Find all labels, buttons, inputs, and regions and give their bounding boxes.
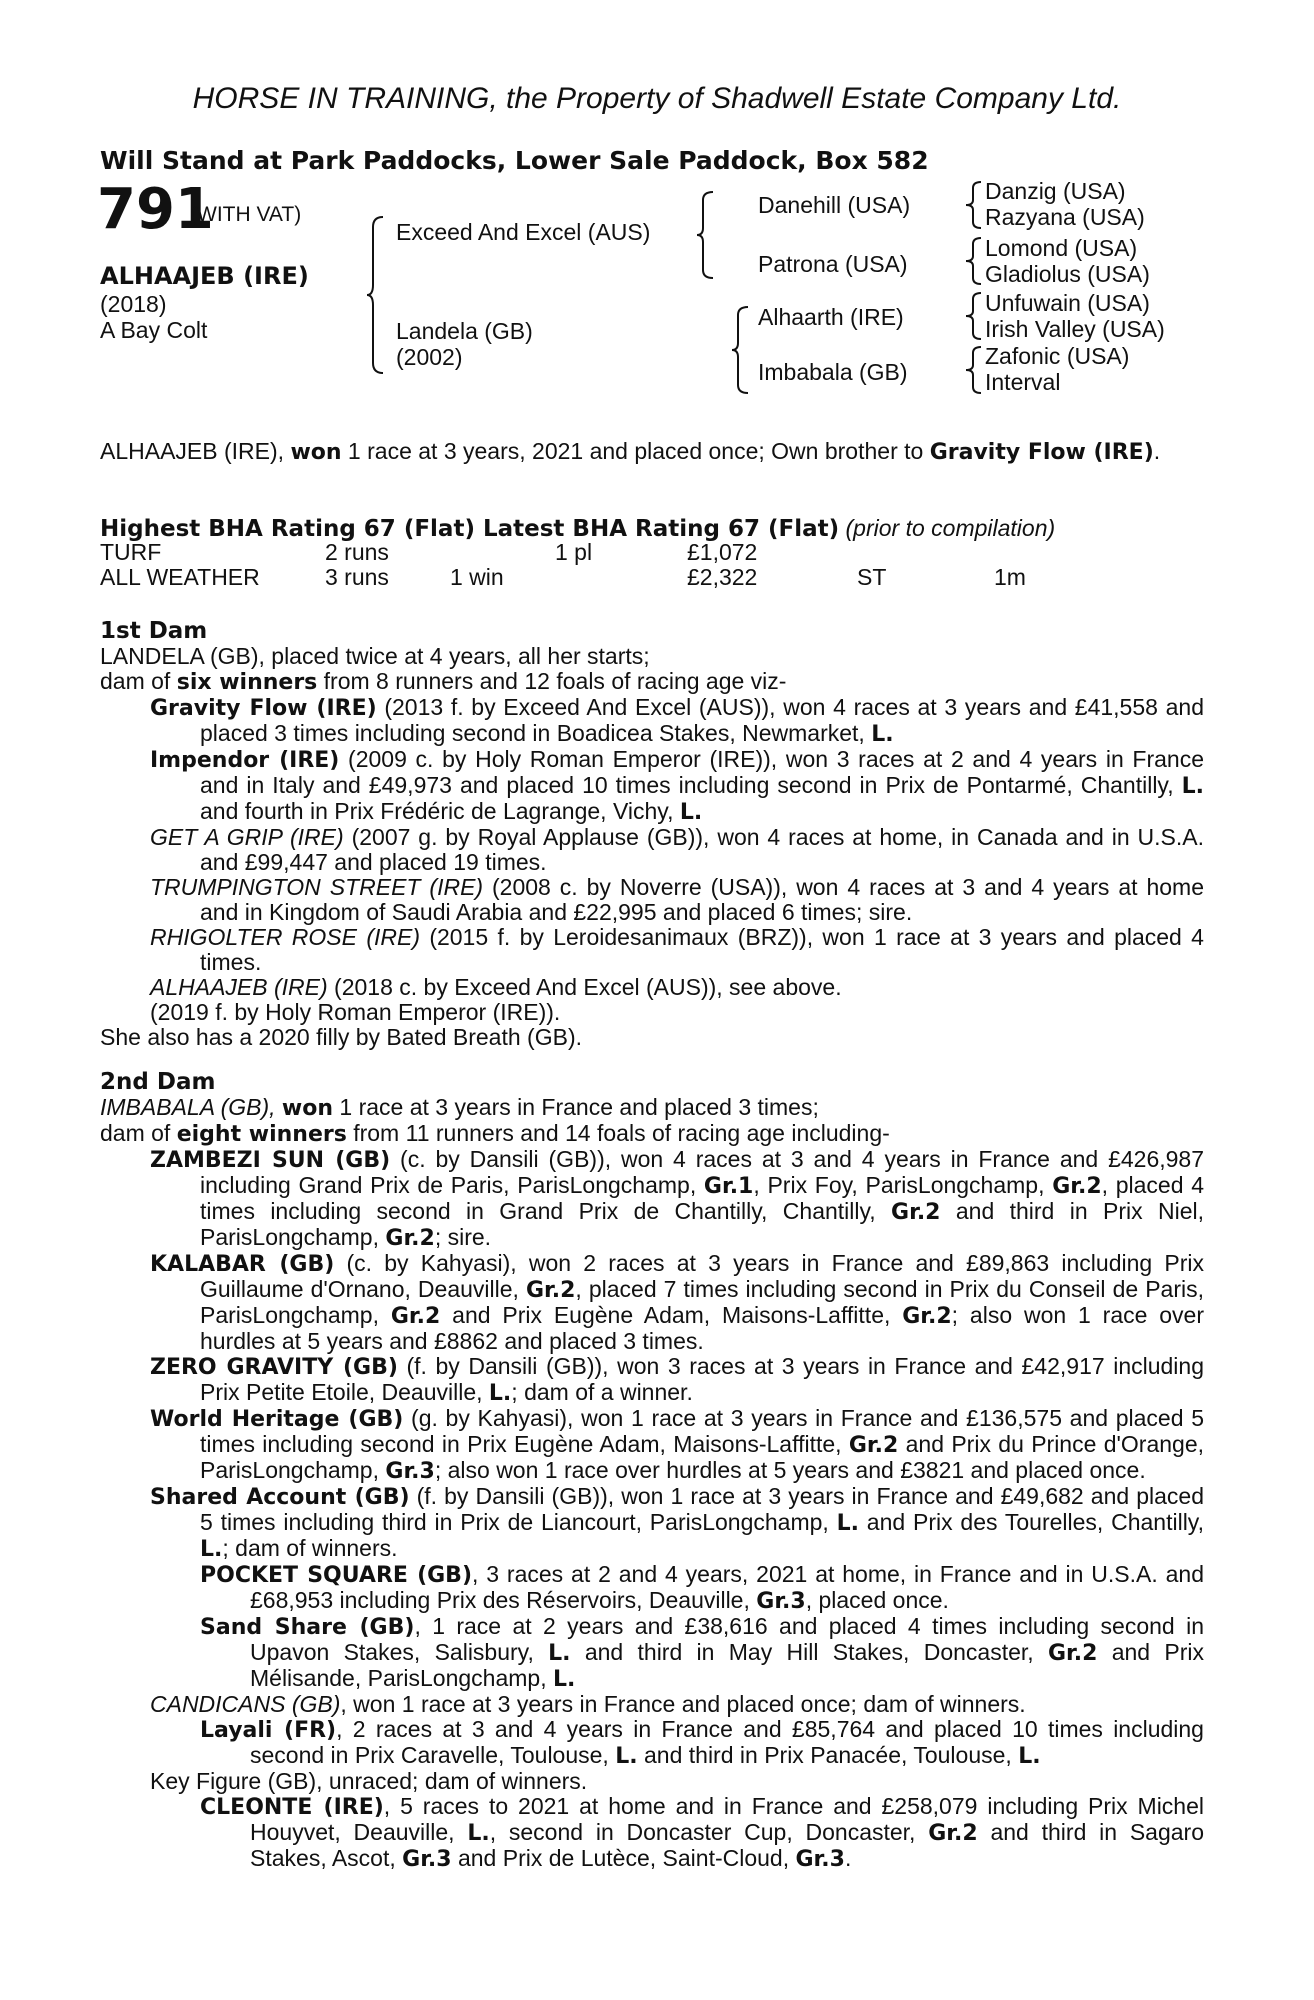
stats-distance bbox=[994, 540, 1026, 565]
grade: Gr.2 bbox=[928, 1821, 978, 1846]
produce-name: GET A GRIP (IRE) bbox=[150, 824, 344, 850]
pedigree-brace-g4 bbox=[963, 345, 983, 395]
produce-name: Sand Share (GB) bbox=[200, 1615, 415, 1640]
pedigree-g3: Lomond (USA) bbox=[985, 235, 1138, 261]
produce-pocket-square bbox=[200, 1562, 1204, 1614]
horse-name: ALHAAJEB (IRE) bbox=[100, 262, 309, 290]
horse-year: (2018) bbox=[100, 291, 167, 317]
grade: L. bbox=[615, 1744, 638, 1769]
t: , Prix Foy, ParisLongchamp, bbox=[753, 1172, 1053, 1198]
summary-won: won bbox=[290, 440, 342, 465]
produce-name: CLEONTE (IRE) bbox=[200, 1795, 384, 1820]
t: and Prix du Prince d'Orange, ParisLongchamp, bbox=[200, 1431, 1204, 1483]
first-dam-section bbox=[100, 619, 1204, 1050]
t: and Prix Mélisande, ParisLongchamp, bbox=[250, 1639, 1204, 1691]
produce-name: Shared Account (GB) bbox=[150, 1485, 410, 1510]
pedigree-dam-dam: Imbabala (GB) bbox=[758, 359, 908, 385]
produce-name: Impendor (IRE) bbox=[150, 748, 340, 773]
t: , placed 7 times including second in Prix du Conseil de Paris, ParisLongchamp, bbox=[200, 1276, 1205, 1328]
text: 1 race at 3 years in France and placed 3 times; bbox=[333, 1094, 819, 1120]
t: . bbox=[844, 1845, 852, 1871]
produce-cleonte bbox=[200, 1794, 1204, 1872]
pedigree-g5: Unfuwain (USA) bbox=[985, 290, 1150, 316]
rating-highest: Highest BHA Rating 67 (Flat) Latest BHA Rating 67 (Flat) bbox=[100, 516, 840, 542]
t: ; also won 1 race over hurdles at 5 years and £8862 and placed 3 times. bbox=[200, 1302, 1204, 1354]
t: , 2 races at 3 and 4 years in France and £85,764 and placed 10 times including second in Prix Caravelle, Toulouse, bbox=[250, 1716, 1204, 1768]
produce-text: (2018 c. by Exceed And Excel (AUS)), see above. bbox=[327, 974, 842, 1000]
stats-surface: TURF bbox=[100, 539, 162, 565]
t: and Prix de Lutèce, Saint-Cloud, bbox=[451, 1845, 796, 1871]
stats-money: £1,072 bbox=[687, 539, 758, 565]
first-dam-note: She also has a 2020 filly by Bated Breath (GB). bbox=[100, 1024, 582, 1050]
won: won bbox=[281, 1096, 334, 1121]
stats-going bbox=[857, 540, 994, 565]
t: , placed 4 times including second in Grand Prix de Chantilly, Chantilly, bbox=[200, 1172, 1205, 1224]
grade: L. bbox=[200, 1537, 223, 1562]
produce-world-heritage bbox=[150, 1406, 1204, 1484]
produce-name: ZAMBEZI SUN (GB) bbox=[150, 1148, 391, 1173]
page-header: HORSE IN TRAINING, the Property of Shadwell Estate Company Ltd. bbox=[192, 82, 1122, 115]
produce-text: (2007 g. by Royal Applause (GB)), won 4 races at home, in Canada and in U.S.A. and £99,447 and placed 19 times. bbox=[200, 824, 1205, 875]
dam-name: IMBABALA (GB), bbox=[100, 1094, 282, 1120]
t: , placed once. bbox=[805, 1587, 949, 1613]
pedigree-g4: Gladiolus (USA) bbox=[985, 261, 1150, 287]
grade: L. bbox=[488, 1381, 512, 1406]
pedigree-brace-sire bbox=[695, 190, 715, 280]
t: and third in Sagaro Stakes, Ascot, bbox=[250, 1819, 1204, 1871]
produce-get-a-grip bbox=[150, 825, 1204, 875]
produce-sand-share bbox=[200, 1614, 1204, 1692]
horse-description: A Bay Colt bbox=[100, 317, 208, 343]
stats-placed: 1 pl bbox=[555, 539, 593, 565]
stats-runs: 3 runs bbox=[325, 564, 389, 590]
second-dam-line bbox=[100, 1095, 1204, 1121]
produce-zero-gravity bbox=[150, 1354, 1204, 1406]
listed-mark: L. bbox=[871, 722, 894, 747]
summary-end: . bbox=[1153, 438, 1161, 464]
pedigree-g1: Danzig (USA) bbox=[985, 178, 1126, 204]
t: (f. by Dansili (GB)), won 3 races at 3 years in France and £42,917 including Prix Petite Etoile, Deauville, bbox=[200, 1353, 1205, 1405]
pedigree-brace-g1 bbox=[963, 180, 983, 230]
listed-mark: L. bbox=[1181, 774, 1204, 799]
pedigree-g2: Razyana (USA) bbox=[985, 204, 1145, 230]
stats-money: £2,322 bbox=[687, 564, 758, 590]
produce-gravity-flow bbox=[150, 695, 1204, 747]
produce-name: ZERO GRAVITY (GB) bbox=[150, 1355, 398, 1380]
t: (c. by Kahyasi), won 2 races at 3 years in France and £89,863 including Prix Guillaume d'Ornano, Deauville, bbox=[200, 1250, 1205, 1302]
t: , 5 races to 2021 at home and in France and £258,079 including Prix Michel Houyvet, Deauville, bbox=[250, 1793, 1205, 1845]
produce-layali bbox=[200, 1717, 1204, 1769]
produce-text: (2013 f. by Exceed And Excel (AUS)), won 4 races at 3 years and £41,558 and placed 3 times including second in Boadicea Stakes, Newmarket, bbox=[200, 694, 1204, 746]
t: ; also won 1 race over hurdles at 5 years and £3821 and placed once. bbox=[434, 1457, 1146, 1483]
produce-name: Gravity Flow (IRE) bbox=[150, 696, 377, 721]
text: from 8 runners and 12 foals of racing age viz- bbox=[317, 668, 787, 694]
first-dam-produce-line bbox=[100, 669, 1204, 695]
t: , 3 races at 2 and 4 years, 2021 at home, in France and in U.S.A. and £68,953 including Prix des Réservoirs, Deauville, bbox=[250, 1561, 1204, 1613]
t: and third in Prix Panacée, Toulouse, bbox=[637, 1742, 1019, 1768]
produce-text: and fourth in Prix Frédéric de Lagrange, Vichy, bbox=[200, 798, 680, 824]
pedigree-brace-g3 bbox=[963, 291, 983, 341]
produce-kalabar bbox=[150, 1251, 1204, 1354]
t: , 1 race at 2 years and £38,616 and placed 4 times including second in Upavon Stakes, Salisbury, bbox=[250, 1613, 1204, 1665]
pedigree-brace-g2 bbox=[963, 236, 983, 286]
produce-name: World Heritage (GB) bbox=[150, 1407, 404, 1432]
grade: Gr.3 bbox=[385, 1459, 435, 1484]
produce-name: RHIGOLTER ROSE (IRE) bbox=[150, 924, 420, 950]
grade: L. bbox=[836, 1511, 859, 1536]
pedigree-g8: Interval bbox=[985, 369, 1061, 395]
lot-number: 791 bbox=[97, 177, 214, 242]
stand-location: Will Stand at Park Paddocks, Lower Sale Paddock, Box 582 bbox=[100, 146, 929, 175]
grade: Gr.3 bbox=[795, 1847, 845, 1872]
produce-text: (2015 f. by Leroidesanimaux (BRZ)), won 1 race at 3 years and placed 4 times. bbox=[200, 924, 1204, 975]
text: dam of bbox=[100, 1120, 177, 1146]
t: (g. by Kahyasi), won 1 race at 3 years in France and £136,575 and placed 5 times including second in Prix Eugène Adam, Maisons-Laffitte, bbox=[200, 1405, 1204, 1457]
produce-impendor bbox=[150, 747, 1204, 825]
pedigree-sire: Exceed And Excel (AUS) bbox=[396, 219, 651, 245]
t: and Prix des Tourelles, Chantilly, bbox=[859, 1509, 1204, 1535]
text: from 11 runners and 14 foals of racing age including- bbox=[346, 1120, 890, 1146]
produce-alhaajeb bbox=[150, 975, 1204, 1000]
produce-name: TRUMPINGTON STREET (IRE) bbox=[150, 874, 484, 900]
rating-note: (prior to compilation) bbox=[845, 515, 1056, 541]
grade: Gr.2 bbox=[1047, 1641, 1098, 1666]
stats-wins: 1 win bbox=[450, 564, 504, 590]
eight-winners: eight winners bbox=[176, 1122, 347, 1147]
pedigree-sire-dam: Patrona (USA) bbox=[758, 251, 908, 277]
pedigree-brace-main bbox=[365, 215, 385, 375]
t: ; dam of winners. bbox=[222, 1535, 398, 1561]
pedigree-dam-sire: Alhaarth (IRE) bbox=[758, 304, 904, 330]
grade: L. bbox=[467, 1821, 490, 1846]
grade: Gr.2 bbox=[385, 1226, 435, 1251]
stats-row-turf bbox=[100, 540, 1026, 565]
t: and third in Prix Niel, ParisLongchamp, bbox=[200, 1198, 1204, 1250]
grade: Gr.2 bbox=[891, 1200, 941, 1225]
produce-candicans bbox=[150, 1692, 1204, 1717]
stats-distance: 1m bbox=[994, 564, 1026, 590]
stats-surface: ALL WEATHER bbox=[100, 564, 260, 590]
rating-line bbox=[100, 515, 1055, 542]
six-winners: six winners bbox=[176, 670, 318, 695]
grade: L. bbox=[553, 1667, 576, 1692]
produce-name: ALHAAJEB (IRE) bbox=[150, 974, 328, 1000]
produce-name: KALABAR (GB) bbox=[150, 1252, 335, 1277]
stats-going: ST bbox=[857, 564, 887, 590]
grade: L. bbox=[1018, 1744, 1041, 1769]
produce-rhigolter-rose bbox=[150, 925, 1204, 975]
pedigree-g7: Zafonic (USA) bbox=[985, 343, 1130, 369]
t: ; dam of a winner. bbox=[511, 1379, 693, 1405]
pedigree-brace-dam bbox=[730, 305, 750, 395]
first-dam-heading: 1st Dam bbox=[100, 618, 208, 644]
produce-text: (2008 c. by Noverre (USA)), won 4 races at 3 and 4 years at home and in Kingdom of Saudi Arabia and £22,995 and placed 6 times; sire. bbox=[200, 874, 1204, 925]
text: dam of bbox=[100, 668, 177, 694]
race-summary bbox=[100, 439, 1204, 465]
t: , won 1 race at 3 years in France and placed once; dam of winners. bbox=[340, 1691, 1026, 1717]
pedigree-g6: Irish Valley (USA) bbox=[985, 316, 1165, 342]
t: (f. by Dansili (GB)), won 1 race at 3 years in France and £49,682 and placed 5 times including third in Prix de Liancourt, ParisLongchamp, bbox=[200, 1483, 1204, 1535]
grade: Gr.2 bbox=[848, 1433, 899, 1458]
pedigree-sire-sire: Danehill (USA) bbox=[758, 192, 911, 218]
t: (c. by Dansili (GB)), won 4 races at 3 and 4 years in France and £426,987 including Grand Prix de Paris, ParisLongchamp, bbox=[200, 1146, 1204, 1198]
produce-trumpington-street bbox=[150, 875, 1204, 925]
t: and third in May Hill Stakes, Doncaster, bbox=[570, 1639, 1048, 1665]
grade: L. bbox=[548, 1641, 571, 1666]
grade: Gr.2 bbox=[525, 1278, 576, 1303]
vat-note: (WITH VAT) bbox=[190, 203, 302, 226]
stats-wins bbox=[450, 540, 555, 565]
produce-zambezi-sun bbox=[150, 1147, 1204, 1251]
produce-name: CANDICANS (GB) bbox=[150, 1691, 341, 1717]
race-stats bbox=[100, 540, 1026, 590]
grade: Gr.2 bbox=[902, 1304, 952, 1329]
grade: Gr.1 bbox=[703, 1174, 754, 1199]
produce-shared-account bbox=[150, 1484, 1204, 1562]
produce-name: POCKET SQUARE (GB) bbox=[200, 1563, 472, 1588]
summary-brother: Gravity Flow (IRE) bbox=[929, 440, 1154, 465]
second-dam-section bbox=[100, 1070, 1204, 1872]
stats-row-all-weather bbox=[100, 565, 1026, 590]
grade: Gr.2 bbox=[390, 1304, 441, 1329]
first-dam-line: LANDELA (GB), placed twice at 4 years, all her starts; bbox=[100, 643, 650, 669]
summary-text: 1 race at 3 years, 2021 and placed once; Own brother to bbox=[341, 438, 930, 464]
summary-name: ALHAAJEB (IRE), bbox=[100, 438, 291, 464]
produce-key-figure: Key Figure (GB), unraced; dam of winners. bbox=[150, 1768, 588, 1794]
grade: Gr.3 bbox=[402, 1847, 452, 1872]
pedigree-dam-year: (2002) bbox=[396, 344, 463, 370]
grade: Gr.3 bbox=[756, 1589, 806, 1614]
t: , second in Doncaster Cup, Doncaster, bbox=[489, 1819, 929, 1845]
pedigree-dam: Landela (GB) bbox=[396, 318, 533, 344]
produce-name: Layali (FR) bbox=[200, 1718, 337, 1743]
t: and Prix Eugène Adam, Maisons-Laffitte, bbox=[440, 1302, 903, 1328]
second-dam-produce-line bbox=[100, 1121, 1204, 1147]
stats-runs: 2 runs bbox=[325, 539, 389, 565]
listed-mark: L. bbox=[679, 800, 703, 825]
second-dam-heading: 2nd Dam bbox=[100, 1069, 216, 1095]
grade: Gr.2 bbox=[1052, 1174, 1102, 1199]
produce-text: (2009 c. by Holy Roman Emperor (IRE)), won 3 races at 2 and 4 years in France and in Italy and £49,973 and placed 10 times including second in Prix de Pontarmé, Chantilly, bbox=[200, 746, 1205, 798]
t: ; sire. bbox=[434, 1224, 492, 1250]
stats-placed bbox=[555, 565, 687, 590]
produce-2019-filly: (2019 f. by Holy Roman Emperor (IRE)). bbox=[150, 999, 561, 1025]
